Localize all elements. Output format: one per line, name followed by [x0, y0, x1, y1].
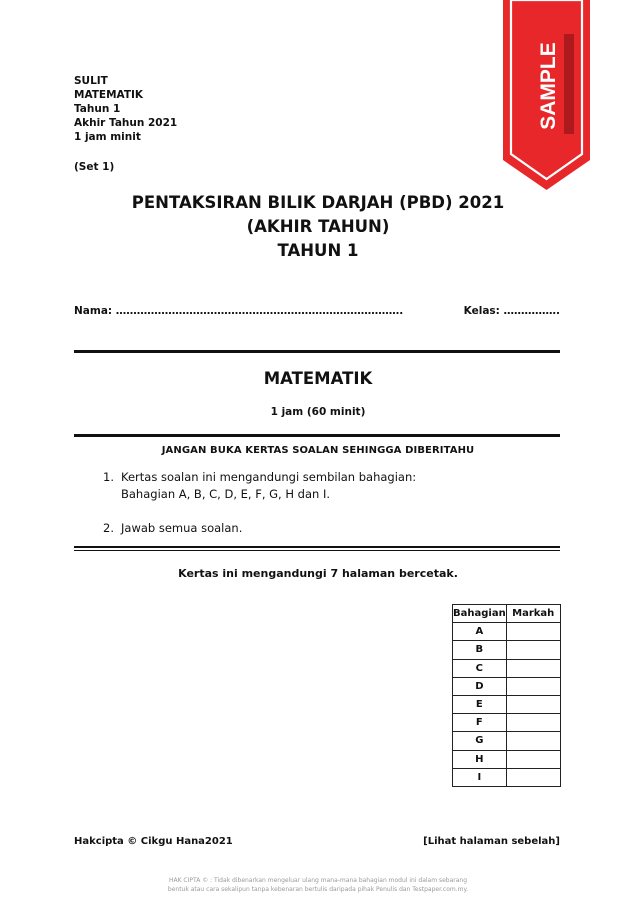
header-block [74, 74, 177, 144]
copyright-line: HAK CIPTA © : Tidak dibenarkan mengeluar ulang mana-mana bahagian modul ini dalam sebarang [168, 877, 468, 884]
table-row [453, 750, 561, 768]
column-header: Bahagian [453, 605, 507, 623]
marks-cell[interactable] [506, 623, 560, 641]
table-row [453, 695, 561, 713]
column-header: Markah [506, 605, 560, 623]
table-row [453, 641, 561, 659]
title-line-3: TAHUN 1 [277, 241, 359, 260]
header-line: 1 jam minit [74, 131, 141, 143]
duration: 1 jam (60 minit) [270, 406, 366, 418]
section-cell: G [453, 732, 507, 750]
section-cell: E [453, 695, 507, 713]
pages-note: Kertas ini mengandungi 7 halaman bercetak. [178, 567, 458, 580]
marks-cell[interactable] [506, 677, 560, 695]
title-line-2: (AKHIR TAHUN) [246, 217, 390, 236]
marks-cell[interactable] [506, 695, 560, 713]
table-row [453, 732, 561, 750]
header-line: SULIT [74, 75, 108, 87]
section-cell: A [453, 623, 507, 641]
section-cell: D [453, 677, 507, 695]
footer-next-page: [Lihat halaman sebelah] [423, 836, 560, 847]
section-cell: B [453, 641, 507, 659]
marks-table [452, 604, 561, 787]
table-row [453, 768, 561, 786]
sample-watermark-text: SAMPLE [537, 42, 560, 130]
subject-title: MATEMATIK [263, 369, 373, 388]
copyright-line: bentuk atau cara sekalipun tanpa kebenaran bertulis daripada pihak Penulis dan Testpaper.com.my. [167, 886, 469, 893]
set-label: (Set 1) [74, 161, 115, 173]
instruction-number: 2. [103, 521, 114, 535]
instruction-text: Bahagian A, B, C, D, E, F, G, H dan I. [121, 487, 331, 501]
table-row [453, 677, 561, 695]
table-row [453, 714, 561, 732]
marks-cell[interactable] [506, 641, 560, 659]
copyright-notice [0, 876, 636, 894]
marks-cell[interactable] [506, 768, 560, 786]
warning-text: JANGAN BUKA KERTAS SOALAN SEHINGGA DIBERITAHU [161, 445, 475, 456]
ribbon-tag [564, 34, 574, 134]
marks-cell[interactable] [506, 659, 560, 677]
marks-cell[interactable] [506, 732, 560, 750]
section-cell: H [453, 750, 507, 768]
class-field[interactable]: Kelas: ……………. [463, 305, 560, 317]
divider [74, 546, 560, 551]
divider [74, 434, 560, 437]
header-line: Tahun 1 [74, 103, 121, 115]
header-line: MATEMATIK [74, 89, 144, 101]
section-cell: F [453, 714, 507, 732]
title-line-1: PENTAKSIRAN BILIK DARJAH (PBD) 2021 [131, 193, 505, 212]
sample-ribbon [503, 0, 590, 190]
table-row [453, 623, 561, 641]
name-field[interactable]: Nama: ………………………………………………………………………. [74, 305, 404, 317]
table-row [453, 659, 561, 677]
footer-copyright: Hakcipta © Cikgu Hana2021 [74, 836, 233, 847]
table-header-row [453, 605, 561, 623]
page-title [0, 191, 636, 263]
header-line: Akhir Tahun 2021 [74, 117, 178, 129]
instruction-number: 1. [103, 470, 114, 484]
instruction-text: Jawab semua soalan. [121, 521, 243, 535]
instruction-text: Kertas soalan ini mengandungi sembilan bahagian: [121, 470, 417, 484]
marks-cell[interactable] [506, 714, 560, 732]
section-cell: C [453, 659, 507, 677]
divider [74, 350, 560, 353]
section-cell: I [453, 768, 507, 786]
marks-cell[interactable] [506, 750, 560, 768]
